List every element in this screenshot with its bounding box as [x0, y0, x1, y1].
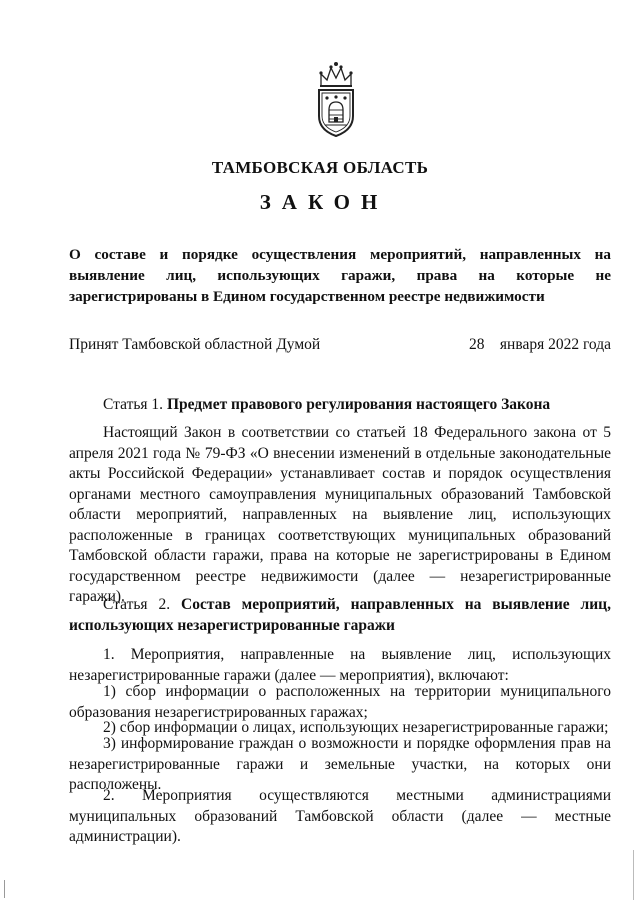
article-2-name: Состав мероприятий, направленных на выявление лиц, использующих незарегистрированные гаражи	[69, 596, 611, 634]
article-2-number: Статья 2.	[103, 596, 171, 613]
scan-edge-mark	[633, 850, 634, 900]
article-2-item-3: 3) информирование граждан о возможности и порядке оформления прав на незарегистрированные гаражи и земельные участки, на которых они расположены.	[69, 735, 611, 793]
article-1-name: Предмет правового регулирования настоящего Закона	[166, 396, 551, 413]
article-2-paragraph-1: 1. Мероприятия, направленные на выявление лиц, использующих незарегистрированные гаражи (далее — мероприятия), включают:	[69, 646, 611, 684]
region-name: ТАМБОВСКАЯ ОБЛАСТЬ	[211, 158, 429, 177]
document-type: ЗАКОН	[259, 190, 389, 214]
article-2-heading	[69, 594, 611, 636]
article-2-paragraph-2: 2. Мероприятия осуществляются местными администрациями муниципальных образований Тамбовской области (далее — местные администрации).	[69, 787, 611, 845]
adopted-date: января 2022 года	[499, 336, 611, 353]
article-1-text: Настоящий Закон в соответствии со статьей 18 Федерального закона от 5 апреля 2021 года № 79-ФЗ «О внесении изменений в отдельные законодательные акты Российской Федерации» устанавливает состав и порядок осуществления органами местного самоуправления муниципальных образований Тамбовской области мероприятий, направленных на выявление лиц, использующих расположенные в границах соответствующих муниципальных образований Тамбовской области гаражи, права на которые не зарегистрированы в Едином государственном реестре недвижимости (далее — незарегистрированные гаражи).	[69, 424, 611, 605]
law-title: О составе и порядке осуществления мероприятий, направленных на выявление лиц, использующих гаражи, права на которые не зарегистрированы в Едином государственном реестре недвижимости	[69, 246, 611, 305]
tambov-coat-of-arms-icon	[313, 60, 359, 140]
adopted-day: 28	[469, 336, 485, 353]
article-2-item-1: 1) сбор информации о расположенных на территории муниципального образования незарегистрированных гаражах;	[69, 683, 611, 721]
adopted-by: Принят Тамбовской областной Думой	[69, 336, 321, 353]
article-1-heading	[69, 394, 611, 415]
article-1-number: Статья 1.	[103, 396, 164, 413]
article-2-item-2: 2) сбор информации о лицах, использующих незарегистрированные гаражи;	[103, 719, 609, 736]
scan-edge-mark	[4, 880, 5, 898]
